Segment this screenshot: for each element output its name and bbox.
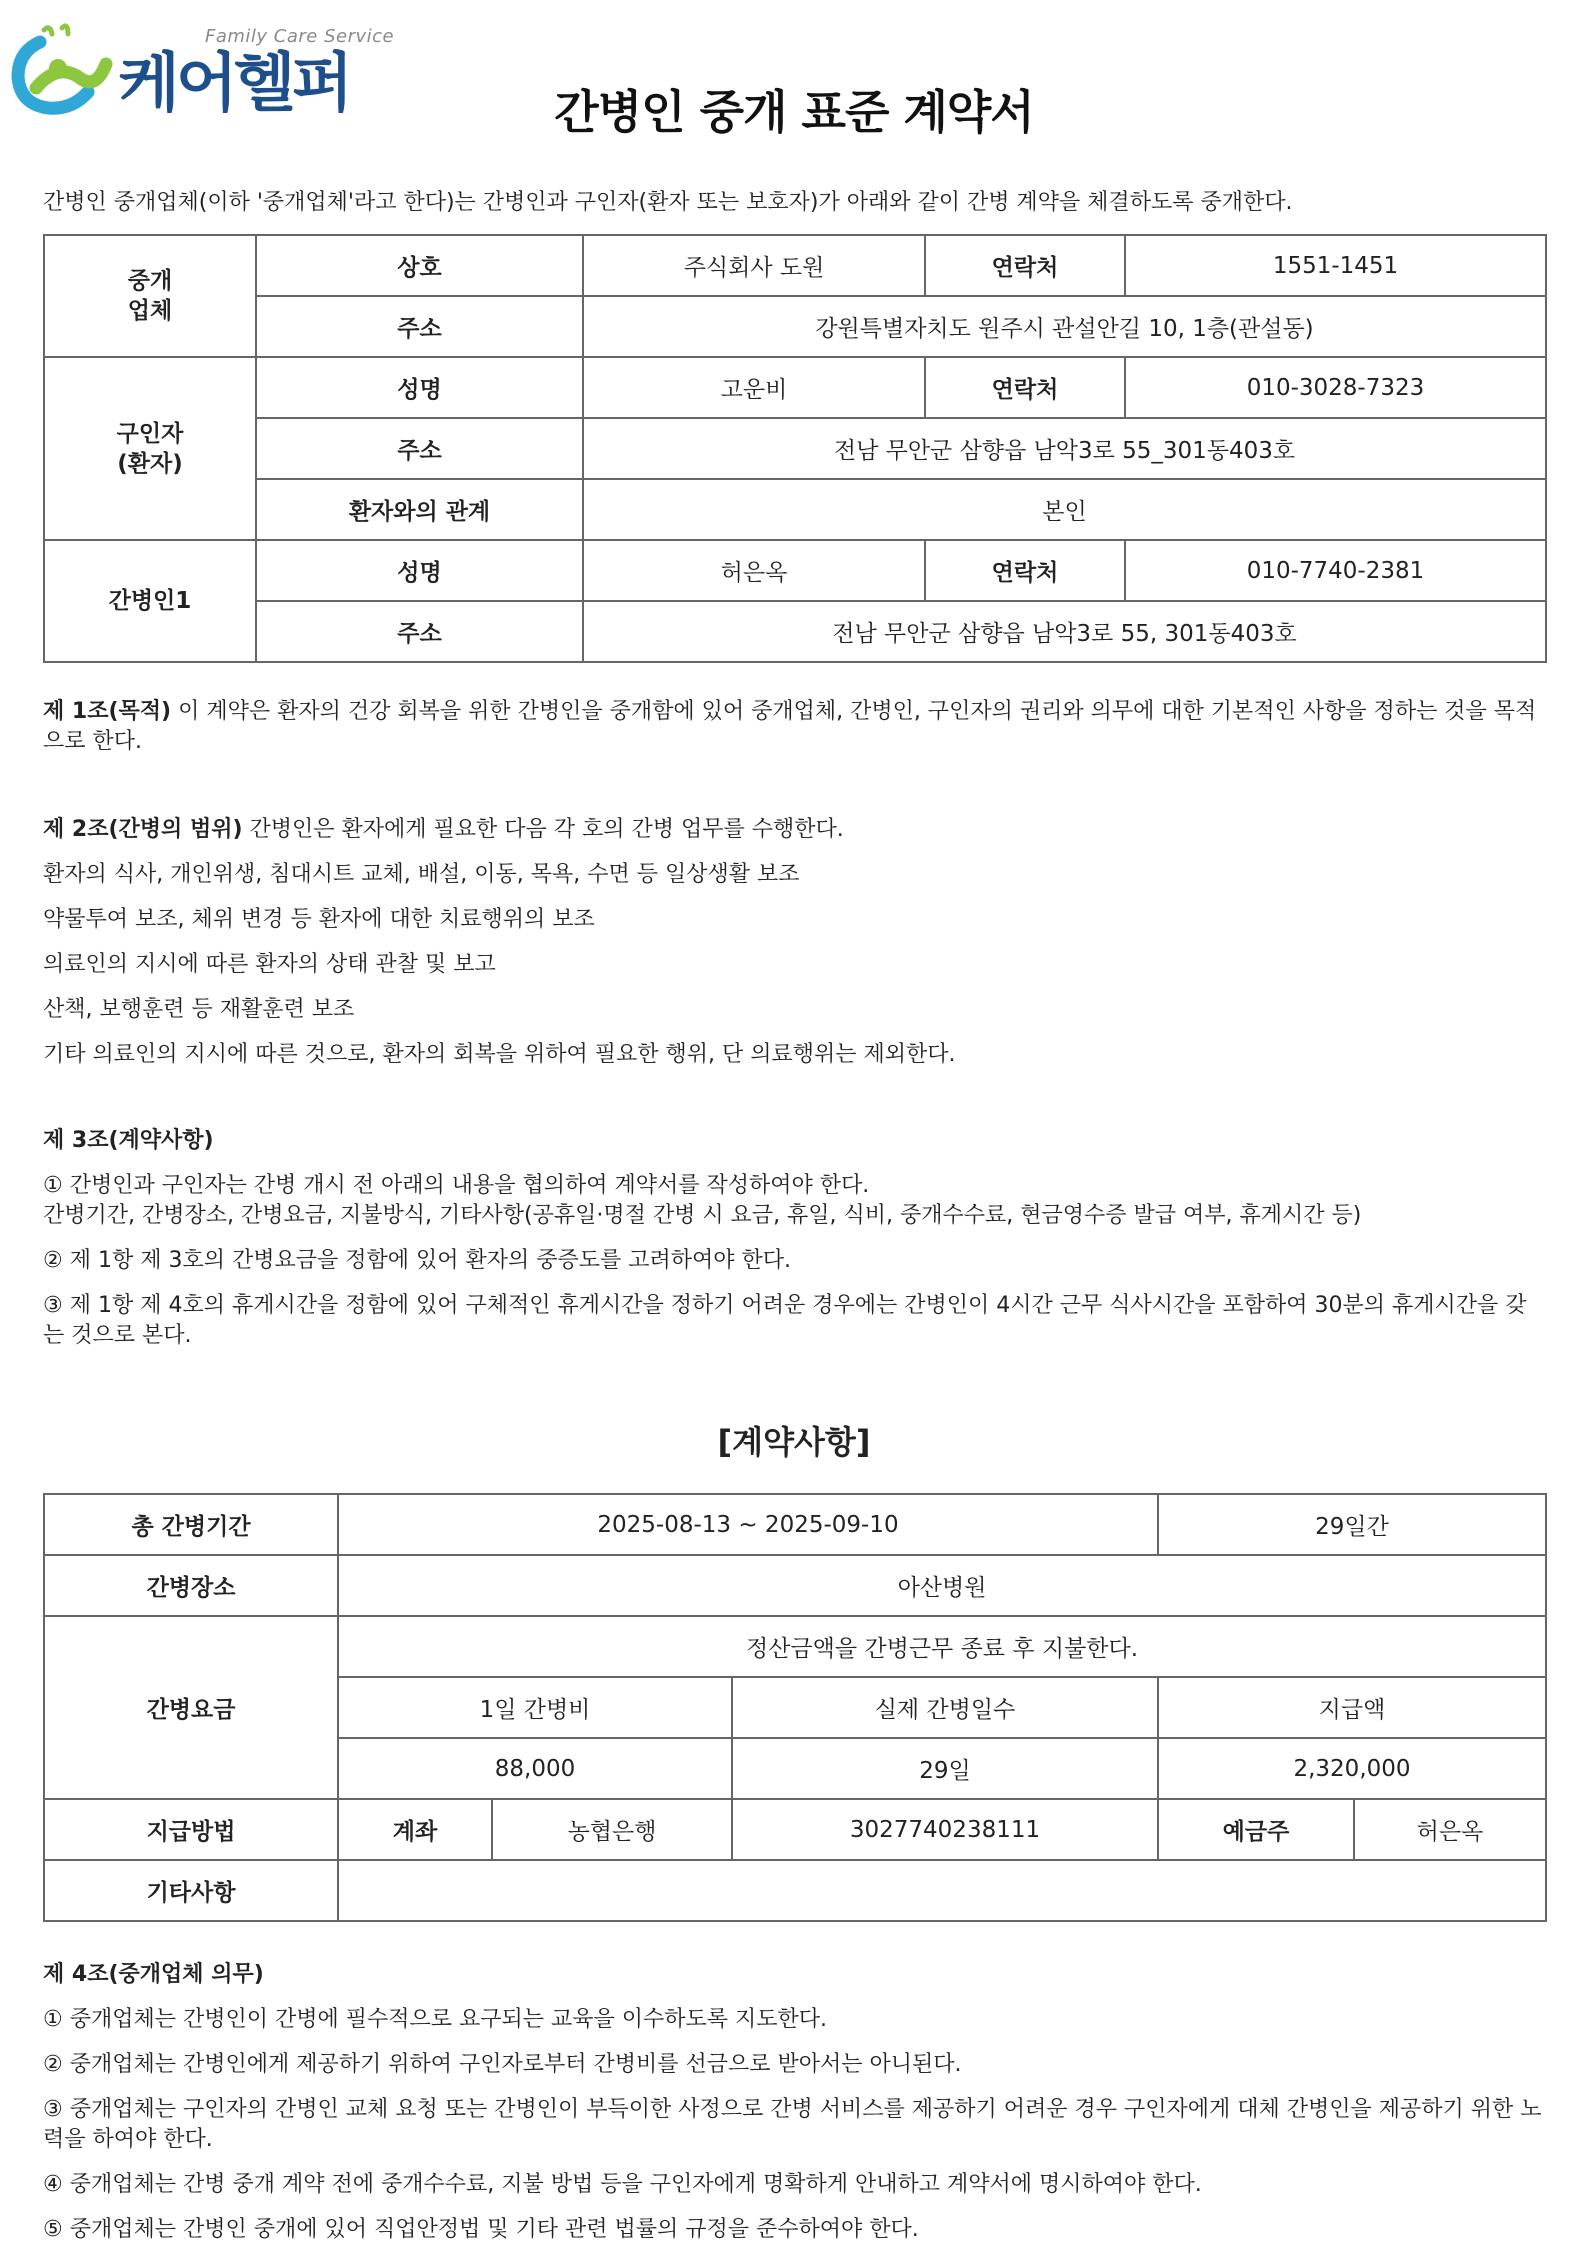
article-3-paragraph-1 [43,1171,1545,1231]
article-3-p1: ① 간병인과 구인자는 간병 개시 전 아래의 내용을 협의하여 계약서를 작성하여야 한다. [43,1173,870,1198]
article-4-item: ⑤ 중개업체는 간병인 중개에 있어 직업안정법 및 기타 관련 법률의 규정을 준수하여야 한다. [43,2217,919,2242]
client-section-label: 구인자 (환자) [44,357,256,540]
agency-phone: 1551-1451 [1125,235,1546,296]
article-2-heading: 제 2조(간병의 범위) [43,817,243,842]
article-3-p3: ③ 제 1항 제 4호의 휴게시간을 정함에 있어 구체적인 휴게시간을 정하기 어려운 경우에는 간병인이 4시간 근무 식사시간을 포함하여 30분의 휴게시간을 갖는 것으로 본다. [43,1293,1527,1348]
article-3-p2: ② 제 1항 제 3호의 간병요금을 정함에 있어 환자의 중증도를 고려하여야 한다. [43,1248,791,1273]
payment-method-label: 지급방법 [44,1799,338,1860]
actual-days-value: 29일 [732,1738,1158,1799]
agency-section-label: 중개 업체 [44,235,256,357]
client-relation-label: 환자와의 관계 [256,479,583,540]
amount-value: 2,320,000 [1158,1738,1546,1799]
other-notes-label: 기타사항 [44,1860,338,1921]
account-holder-label: 예금주 [1158,1799,1354,1860]
client-name-label: 성명 [256,357,583,418]
account-label: 계좌 [338,1799,492,1860]
caregiver-section-label: 간병인1 [44,540,256,662]
article-1-heading: 제 1조(목적) [43,699,172,724]
article-4-item: ④ 중개업체는 간병 중개 계약 전에 중개수수료, 지불 방법 등을 구인자에게 명확하게 안내하고 계약서에 명시하여야 한다. [43,2172,1202,2197]
document-header [0,0,1588,150]
agency-name: 주식회사 도원 [583,235,925,296]
article-3 [43,1126,1545,1156]
period-label: 총 간병기간 [44,1494,338,1555]
caregiver-address-label: 주소 [256,601,583,662]
amount-label: 지급액 [1158,1677,1546,1738]
client-phone-label: 연락처 [925,357,1125,418]
client-address-label: 주소 [256,418,583,479]
agency-phone-label: 연락처 [925,235,1125,296]
intro-paragraph: 간병인 중개업체(이하 '중개업체'라고 한다)는 간병인과 구인자(환자 또는 보호자)가 아래와 같이 간병 계약을 체결하도록 중개한다. [43,190,1293,215]
contract-table [43,1493,1547,1922]
caregiver-name: 허은옥 [583,540,925,601]
document-body [43,182,1545,2245]
article-1 [43,697,1545,757]
document-title [0,76,1588,142]
article-4-item: ③ 중개업체는 구인자의 간병인 교체 요청 또는 간병인이 부득이한 사정으로 간병 서비스를 제공하기 어려운 경우 구인자에게 대체 간병인을 제공하기 위한 노력을 하여야 한다. [43,2097,1542,2152]
article-2-item: 환자의 식사, 개인위생, 침대시트 교체, 배설, 이동, 목욕, 수면 등 일상생활 보조 [43,862,800,887]
fee-label: 간병요금 [44,1616,338,1799]
caregiver-address: 전남 무안군 삼향읍 남악3로 55, 301동403호 [583,601,1546,662]
article-4-item: ② 중개업체는 간병인에게 제공하기 위하여 구인자로부터 간병비를 선금으로 받아서는 아니된다. [43,2052,962,2077]
other-notes-value [338,1860,1546,1921]
bank-name: 농협은행 [492,1799,732,1860]
client-relation: 본인 [583,479,1546,540]
daily-fee-value: 88,000 [338,1738,732,1799]
article-3-p1-list: 간병기간, 간병장소, 간병요금, 지불방식, 기타사항(공휴일·명절 간병 시 요금, 휴일, 식비, 중개수수료, 현금영수증 발급 여부, 휴게시간 등) [43,1203,1362,1228]
agency-address: 강원특별자치도 원주시 관설안길 10, 1층(관설동) [583,296,1546,357]
caregiver-phone-label: 연락처 [925,540,1125,601]
client-name: 고운비 [583,357,925,418]
fee-note: 정산금액을 간병근무 종료 후 지불한다. [338,1616,1546,1677]
place-label: 간병장소 [44,1555,338,1616]
article-2-item: 의료인의 지시에 따른 환자의 상태 관찰 및 보고 [43,952,496,977]
agency-address-label: 주소 [256,296,583,357]
article-2-text: 간병인은 환자에게 필요한 다음 각 호의 간병 업무를 수행한다. [242,817,844,842]
parties-table [43,234,1547,663]
article-2 [43,815,1545,845]
account-holder: 허은옥 [1354,1799,1546,1860]
caregiver-phone: 010-7740-2381 [1125,540,1546,601]
client-address: 전남 무안군 삼향읍 남악3로 55_301동403호 [583,418,1546,479]
article-4-item: ① 중개업체는 간병인이 간병에 필수적으로 요구되는 교육을 이수하도록 지도한다. [43,2007,827,2032]
actual-days-label: 실제 간병일수 [732,1677,1158,1738]
article-1-text: 이 계약은 환자의 건강 회복을 위한 간병인을 중개함에 있어 중개업체, 간병인, 구인자의 권리와 의무에 대한 기본적인 사항을 정하는 것을 목적으로 한다. [43,699,1537,754]
logo-tagline: Family Care Service [205,26,395,47]
article-3-heading: 제 3조(계약사항) [43,1128,214,1153]
document-title-text: 간병인 중개 표준 계약서 [554,85,1034,139]
place-value: 아산병원 [338,1555,1546,1616]
daily-fee-label: 1일 간병비 [338,1677,732,1738]
logo-wordmark: 케어헬퍼 [118,47,350,121]
account-number: 3027740238111 [732,1799,1158,1860]
contract-section-title: [계약사항] [717,1423,871,1461]
period-value: 2025-08-13 ~ 2025-09-10 [338,1494,1158,1555]
article-4-heading: 제 4조(중개업체 의무) [43,1962,264,1987]
caregiver-name-label: 성명 [256,540,583,601]
article-2-item: 산책, 보행훈련 등 재활훈련 보조 [43,997,355,1022]
client-phone: 010-3028-7323 [1125,357,1546,418]
article-2-item: 약물투여 보조, 체위 변경 등 환자에 대한 치료행위의 보조 [43,907,595,932]
period-days: 29일간 [1158,1494,1546,1555]
article-2-item: 기타 의료인의 지시에 따른 것으로, 환자의 회복을 위하여 필요한 행위, 단 의료행위는 제외한다. [43,1042,956,1067]
agency-name-label: 상호 [256,235,583,296]
article-4 [43,1960,1545,1990]
